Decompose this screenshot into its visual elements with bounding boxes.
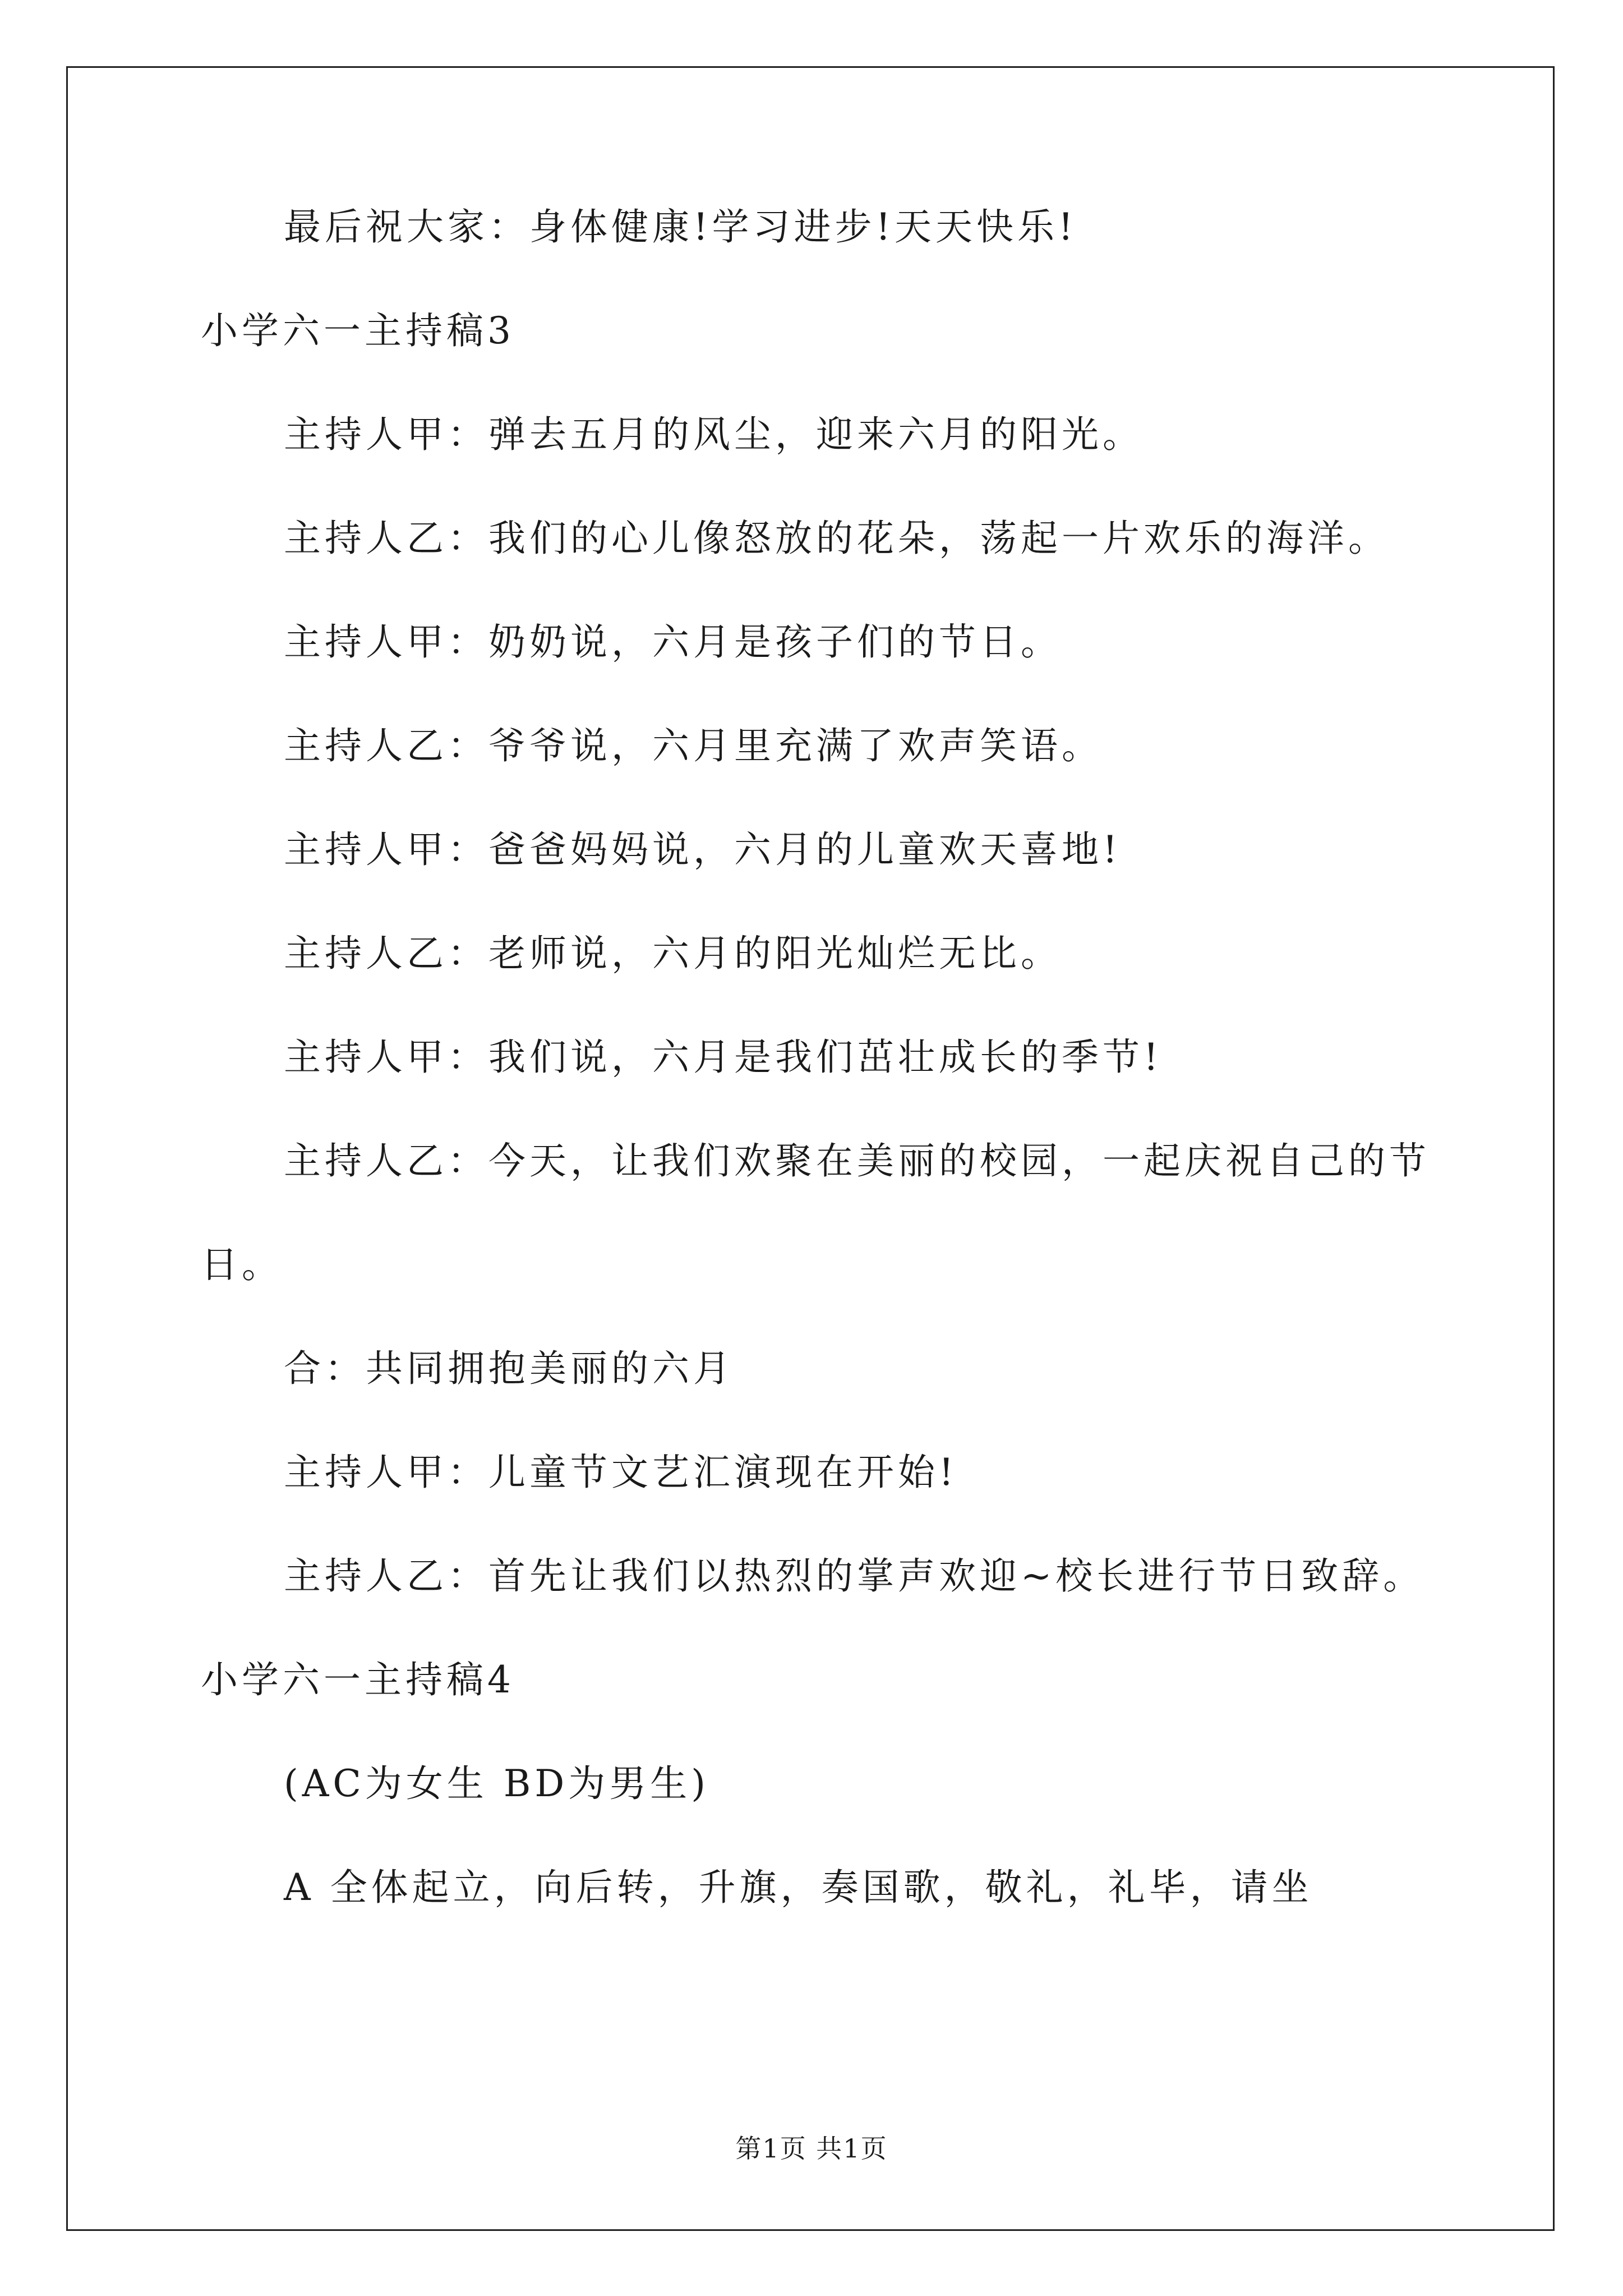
dialogue-line: 主持人乙：爷爷说，六月里充满了欢声笑语。	[284, 724, 1103, 767]
role-note: (AC为女生 BD为男生)	[284, 1762, 710, 1805]
section-heading-3: 小学六一主持稿3	[201, 309, 515, 352]
dialogue-line-continuation: 日。	[201, 1243, 283, 1286]
dialogue-line: 主持人甲：奶奶说，六月是孩子们的节日。	[284, 620, 1062, 664]
dialogue-line: 主持人乙：我们的心儿像怒放的花朵，荡起一片欢乐的海洋。	[284, 517, 1389, 560]
section-heading-4: 小学六一主持稿4	[201, 1658, 515, 1701]
dialogue-line: 主持人乙：首先让我们以热烈的掌声欢迎~校长进行节日致辞。	[284, 1554, 1424, 1598]
dialogue-line: 主持人甲：爸爸妈妈说，六月的儿童欢天喜地!	[284, 828, 1122, 871]
dialogue-line: 主持人甲：儿童节文艺汇演现在开始!	[284, 1451, 958, 1494]
page-number-footer: 第1页 共1页	[735, 2133, 888, 2164]
dialogue-line: 主持人乙：今天，让我们欢聚在美丽的校园，一起庆祝自己的节	[284, 1139, 1430, 1182]
dialogue-line: 主持人乙：老师说，六月的阳光灿烂无比。	[284, 932, 1062, 975]
closing-wish-line: 最后祝大家：身体健康!学习进步!天天快乐!	[284, 205, 1077, 249]
dialogue-line: 主持人甲：弹去五月的风尘，迎来六月的阳光。	[284, 413, 1144, 456]
dialogue-line: 合：共同拥抱美丽的六月	[284, 1347, 734, 1390]
dialogue-line: 主持人甲：我们说，六月是我们茁壮成长的季节!	[284, 1036, 1163, 1079]
dialogue-line: A 全体起立，向后转，升旗，奏国歌，敬礼，礼毕，请坐	[284, 1866, 1313, 1909]
